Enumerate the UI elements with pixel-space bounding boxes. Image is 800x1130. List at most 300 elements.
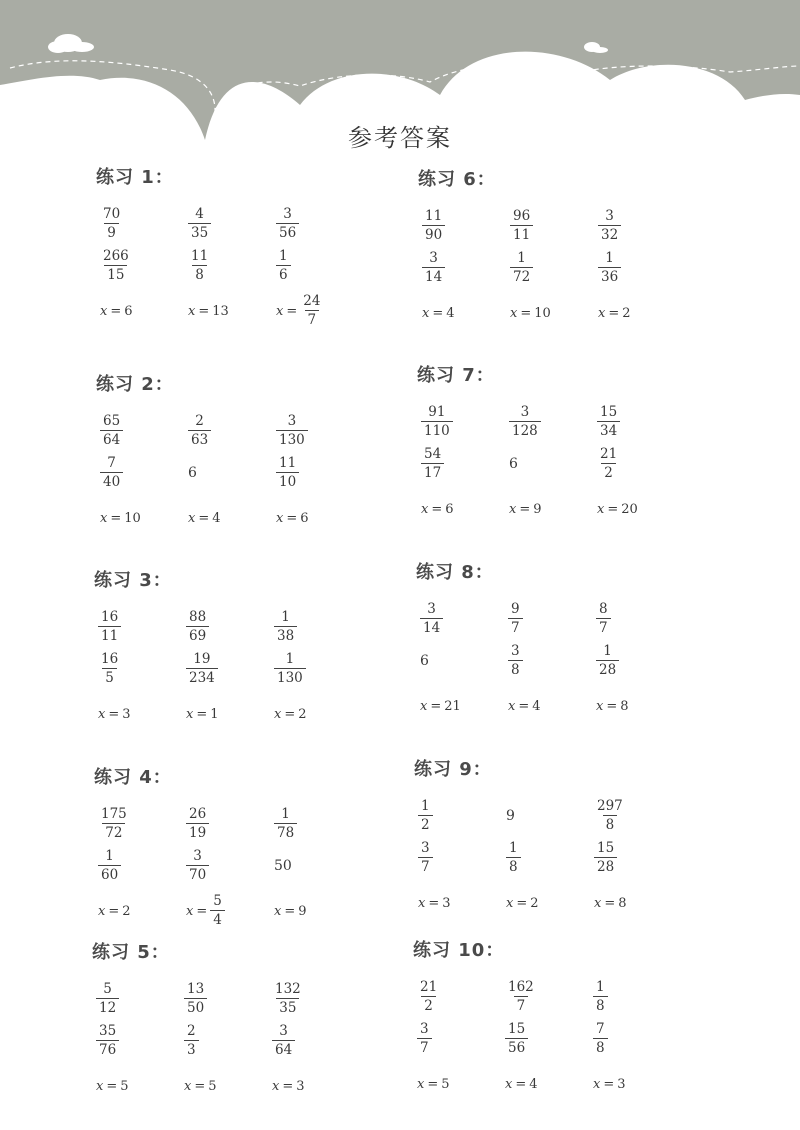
page-title: 参考答案: [348, 124, 452, 152]
integer-value: 5: [120, 1078, 129, 1094]
numerator: 26: [189, 805, 207, 822]
fraction: [421, 445, 444, 481]
numerator: 3: [283, 205, 292, 222]
numerator: 4: [195, 205, 204, 222]
answer-cell: [506, 795, 586, 837]
answer-row: [418, 247, 718, 289]
answer-cell: [276, 410, 356, 452]
equation-answer: [188, 498, 268, 538]
variable-x: x: [596, 698, 604, 714]
variable-x: x: [421, 501, 429, 517]
answer-row: [92, 978, 392, 1020]
numerator: 24: [303, 292, 321, 309]
denominator: 69: [186, 626, 209, 644]
fraction: [300, 292, 323, 328]
answer-cell: [100, 452, 180, 494]
denominator: 35: [188, 223, 211, 241]
answer-row: [417, 401, 717, 443]
answer-cell: [508, 640, 588, 682]
numerator: 3: [421, 839, 430, 856]
equals-sign: =: [432, 305, 444, 321]
equation-answer-row: [96, 291, 396, 331]
exercise-title: 练习 3：: [94, 570, 172, 591]
answer-cell: [274, 803, 354, 845]
answer-row: [413, 976, 713, 1018]
answer-row: [94, 606, 394, 648]
answer-cell: [276, 452, 356, 494]
fraction: [184, 980, 207, 1016]
numerator: 54: [424, 445, 442, 462]
fraction: [184, 1022, 199, 1058]
exercise-4: [94, 765, 394, 931]
numerator: 35: [99, 1022, 117, 1039]
denominator: 36: [598, 267, 621, 285]
denominator: 14: [422, 267, 445, 285]
numerator: 1: [517, 249, 526, 266]
answer-cell: [422, 247, 502, 289]
equation-answer-row: [414, 883, 714, 923]
denominator: 32: [598, 225, 621, 243]
fraction: [188, 247, 211, 283]
variable-x: x: [98, 903, 106, 919]
integer-value: 9: [506, 808, 515, 824]
answer-cell: [276, 245, 356, 287]
fraction: [274, 650, 306, 686]
answer-cell: [98, 606, 178, 648]
answer-cell: [594, 795, 674, 837]
numerator: 175: [101, 805, 127, 822]
equals-sign: =: [196, 903, 208, 919]
equals-sign: =: [284, 706, 296, 722]
equals-sign: =: [516, 895, 528, 911]
fraction: [100, 205, 123, 241]
numerator: 266: [103, 247, 129, 264]
numerator: 15: [597, 839, 615, 856]
answer-cell: [276, 203, 356, 245]
denominator: 8: [192, 265, 207, 283]
fraction: [210, 892, 225, 928]
exercise-title: 练习 5：: [92, 942, 170, 963]
denominator: 40: [100, 472, 123, 490]
answer-row: [92, 1020, 392, 1062]
fraction: [276, 205, 299, 241]
equation-answer: [598, 293, 678, 333]
answer-row: [417, 443, 717, 485]
fraction: [186, 650, 218, 686]
fraction: [506, 839, 521, 875]
fraction: [186, 805, 209, 841]
answer-cell: [100, 410, 180, 452]
answer-cell: [505, 976, 585, 1018]
variable-x: x: [420, 698, 428, 714]
answer-row: [414, 837, 714, 879]
exercise-title: 练习 9：: [414, 759, 492, 780]
fraction: [418, 797, 433, 833]
equation-answer: [98, 891, 178, 931]
fraction: [186, 847, 209, 883]
equation-answer-row: [416, 686, 716, 726]
fraction: [100, 412, 123, 448]
answer-cell: [96, 978, 176, 1020]
equation-answer: [420, 686, 500, 726]
numerator: 3: [279, 1022, 288, 1039]
answer-cell: [272, 1020, 352, 1062]
answer-cell: [422, 205, 502, 247]
fraction: [418, 839, 433, 875]
variable-x: x: [188, 303, 196, 319]
numerator: 96: [513, 207, 531, 224]
answer-row: [418, 205, 718, 247]
exercise-3: [94, 568, 394, 734]
answer-cell: [188, 203, 268, 245]
denominator: 234: [186, 668, 218, 686]
equals-sign: =: [282, 1078, 294, 1094]
denominator: 56: [505, 1038, 528, 1056]
numerator: 15: [508, 1020, 526, 1037]
variable-x: x: [422, 305, 430, 321]
equation-answer: [186, 891, 266, 931]
equation-answer: [100, 291, 180, 331]
integer-value: 3: [296, 1078, 305, 1094]
variable-x: x: [597, 501, 605, 517]
answer-cell: [100, 203, 180, 245]
numerator: 11: [191, 247, 209, 264]
integer-value: 6: [188, 465, 197, 481]
numerator: 1: [605, 249, 614, 266]
denominator: 38: [274, 626, 297, 644]
numerator: 7: [596, 1020, 605, 1037]
denominator: 7: [514, 996, 529, 1014]
equals-sign: =: [286, 510, 298, 526]
equation-answer: [184, 1066, 264, 1106]
integer-value: 9: [533, 501, 542, 517]
answer-cell: [505, 1018, 585, 1060]
variable-x: x: [418, 895, 426, 911]
integer-value: 6: [445, 501, 454, 517]
denominator: 3: [184, 1040, 199, 1058]
fraction: [593, 1020, 608, 1056]
numerator: 9: [511, 600, 520, 617]
equals-sign: =: [198, 510, 210, 526]
answer-row: [96, 203, 396, 245]
answer-cell: [509, 443, 589, 485]
answer-cell: [418, 837, 498, 879]
denominator: 5: [102, 668, 117, 686]
variable-x: x: [186, 903, 194, 919]
equals-sign: =: [106, 1078, 118, 1094]
numerator: 16: [101, 608, 119, 625]
fraction: [417, 1020, 432, 1056]
integer-value: 21: [444, 698, 461, 714]
answer-row: [96, 245, 396, 287]
numerator: 1: [105, 847, 114, 864]
answer-cell: [274, 648, 354, 690]
equation-answer: [186, 694, 266, 734]
denominator: 78: [274, 823, 297, 841]
denominator: 8: [506, 857, 521, 875]
variable-x: x: [184, 1078, 192, 1094]
exercise-8: [416, 560, 716, 726]
fraction: [274, 805, 297, 841]
equation-answer: [505, 1064, 585, 1104]
fraction: [510, 207, 533, 243]
fraction: [594, 797, 626, 833]
variable-x: x: [505, 1076, 513, 1092]
equation-answer: [98, 694, 178, 734]
denominator: 8: [593, 996, 608, 1014]
equation-answer: [421, 489, 501, 529]
integer-value: 6: [300, 510, 309, 526]
answer-row: [94, 648, 394, 690]
answer-row: [94, 803, 394, 845]
exercise-title: 练习 1：: [96, 167, 174, 188]
answer-cell: [597, 443, 677, 485]
denominator: 60: [98, 865, 121, 883]
answer-row: [416, 640, 716, 682]
variable-x: x: [272, 1078, 280, 1094]
equation-answer: [418, 883, 498, 923]
exercise-title: 练习 6：: [418, 169, 496, 190]
variable-x: x: [506, 895, 514, 911]
equals-sign: =: [604, 895, 616, 911]
equation-answer-row: [94, 891, 394, 931]
exercise-10: [413, 938, 713, 1104]
denominator: 7: [508, 618, 523, 636]
integer-value: 6: [420, 653, 429, 669]
fraction: [508, 642, 523, 678]
variable-x: x: [186, 706, 194, 722]
equation-answer: [96, 1066, 176, 1106]
answer-cell: [508, 598, 588, 640]
answer-cell: [596, 598, 676, 640]
denominator: 63: [188, 430, 211, 448]
denominator: 128: [509, 421, 541, 439]
denominator: 4: [210, 910, 225, 928]
equals-sign: =: [194, 1078, 206, 1094]
numerator: 16: [101, 650, 119, 667]
equals-sign: =: [430, 698, 442, 714]
denominator: 35: [276, 998, 299, 1016]
denominator: 7: [417, 1038, 432, 1056]
numerator: 3: [420, 1020, 429, 1037]
answer-cell: [420, 640, 500, 682]
fraction: [596, 600, 611, 636]
exercise-9: [414, 757, 714, 923]
answer-cell: [417, 1018, 497, 1060]
variable-x: x: [96, 1078, 104, 1094]
integer-value: 50: [274, 858, 292, 874]
variable-x: x: [594, 895, 602, 911]
integer-value: 4: [532, 698, 541, 714]
numerator: 21: [420, 978, 438, 995]
denominator: 64: [272, 1040, 295, 1058]
numerator: 1: [281, 608, 290, 625]
numerator: 1: [421, 797, 430, 814]
integer-value: 8: [618, 895, 627, 911]
exercise-title: 练习 2：: [96, 374, 174, 395]
fraction: [508, 600, 523, 636]
variable-x: x: [98, 706, 106, 722]
equals-sign: =: [519, 501, 531, 517]
numerator: 3: [605, 207, 614, 224]
variable-x: x: [276, 303, 284, 319]
numerator: 1: [509, 839, 518, 856]
integer-value: 6: [124, 303, 133, 319]
exercise-title: 练习 7：: [417, 365, 495, 386]
integer-value: 3: [442, 895, 451, 911]
fraction: [597, 403, 620, 439]
equation-answer: [510, 293, 590, 333]
answer-cell: [593, 976, 673, 1018]
equals-sign: =: [284, 903, 296, 919]
denominator: 34: [597, 421, 620, 439]
fraction: [188, 205, 211, 241]
equals-sign: =: [110, 303, 122, 319]
denominator: 28: [594, 857, 617, 875]
answer-cell: [98, 648, 178, 690]
denominator: 12: [96, 998, 119, 1016]
answer-row: [414, 795, 714, 837]
integer-value: 4: [529, 1076, 538, 1092]
answer-row: [94, 845, 394, 887]
equation-answer: [506, 883, 586, 923]
denominator: 2: [421, 996, 436, 1014]
denominator: 56: [276, 223, 299, 241]
answer-cell: [188, 452, 268, 494]
answer-cell: [100, 245, 180, 287]
variable-x: x: [100, 510, 108, 526]
numerator: 8: [599, 600, 608, 617]
equals-sign: =: [286, 303, 298, 319]
denominator: 19: [186, 823, 209, 841]
denominator: 2: [418, 815, 433, 833]
fraction: [96, 1022, 119, 1058]
fraction: [597, 445, 620, 481]
fraction: [98, 608, 121, 644]
equals-sign: =: [427, 1076, 439, 1092]
exercise-7: [417, 363, 717, 529]
exercise-title: 练习 8：: [416, 562, 494, 583]
fraction: [272, 1022, 295, 1058]
equals-sign: =: [608, 305, 620, 321]
integer-value: 3: [122, 706, 131, 722]
answer-cell: [274, 606, 354, 648]
fraction: [98, 805, 130, 841]
answer-cell: [96, 1020, 176, 1062]
numerator: 3: [427, 600, 436, 617]
variable-x: x: [598, 305, 606, 321]
variable-x: x: [276, 510, 284, 526]
numerator: 7: [107, 454, 116, 471]
integer-value: 13: [212, 303, 229, 319]
fraction: [510, 249, 533, 285]
equation-answer: [188, 291, 268, 331]
answer-cell: [186, 606, 266, 648]
denominator: 70: [186, 865, 209, 883]
exercise-2: [96, 372, 396, 538]
fraction: [505, 978, 537, 1014]
equation-answer-row: [96, 498, 396, 538]
answer-cell: [188, 410, 268, 452]
denominator: 10: [276, 472, 299, 490]
equation-answer: [509, 489, 589, 529]
answer-cell: [184, 978, 264, 1020]
integer-value: 20: [621, 501, 638, 517]
numerator: 1: [281, 805, 290, 822]
fraction: [421, 403, 453, 439]
variable-x: x: [274, 903, 282, 919]
answer-row: [413, 1018, 713, 1060]
numerator: 162: [508, 978, 534, 995]
numerator: 3: [287, 412, 297, 429]
equals-sign: =: [431, 501, 443, 517]
variable-x: x: [508, 698, 516, 714]
fraction: [598, 207, 621, 243]
exercise-title: 练习 4：: [94, 767, 172, 788]
denominator: 72: [510, 267, 533, 285]
equation-answer: [274, 694, 354, 734]
denominator: 11: [98, 626, 121, 644]
exercise-title: 练习 10：: [413, 940, 505, 961]
equation-answer: [596, 686, 676, 726]
numerator: 88: [189, 608, 207, 625]
denominator: 9: [104, 223, 119, 241]
equation-answer: [100, 498, 180, 538]
equals-sign: =: [108, 903, 120, 919]
integer-value: 4: [212, 510, 221, 526]
answer-cell: [98, 845, 178, 887]
numerator: 297: [597, 797, 623, 814]
equation-answer: [594, 883, 674, 923]
fraction: [272, 980, 304, 1016]
fraction: [100, 247, 132, 283]
variable-x: x: [274, 706, 282, 722]
integer-value: 3: [617, 1076, 626, 1092]
fraction: [276, 412, 308, 448]
equation-answer-row: [92, 1066, 392, 1106]
numerator: 11: [279, 454, 297, 471]
equation-answer-row: [413, 1064, 713, 1104]
answer-cell: [506, 837, 586, 879]
integer-value: 10: [534, 305, 551, 321]
numerator: 65: [103, 412, 121, 429]
equals-sign: =: [518, 698, 530, 714]
answer-row: [416, 598, 716, 640]
denominator: 14: [420, 618, 443, 636]
fraction: [593, 978, 608, 1014]
integer-value: 9: [298, 903, 307, 919]
denominator: 8: [603, 815, 618, 833]
denominator: 2: [601, 463, 616, 481]
numerator: 5: [103, 980, 112, 997]
denominator: 11: [510, 225, 533, 243]
denominator: 130: [276, 430, 308, 448]
denominator: 110: [421, 421, 453, 439]
answer-cell: [598, 247, 678, 289]
variable-x: x: [100, 303, 108, 319]
integer-value: 6: [509, 456, 518, 472]
exercise-1: [96, 165, 396, 331]
answer-cell: [421, 443, 501, 485]
equation-answer: [593, 1064, 673, 1104]
equation-answer: [508, 686, 588, 726]
equals-sign: =: [607, 501, 619, 517]
exercise-6: [418, 167, 718, 333]
answer-cell: [510, 205, 590, 247]
equation-answer: [276, 291, 356, 331]
equals-sign: =: [603, 1076, 615, 1092]
integer-value: 8: [620, 698, 629, 714]
